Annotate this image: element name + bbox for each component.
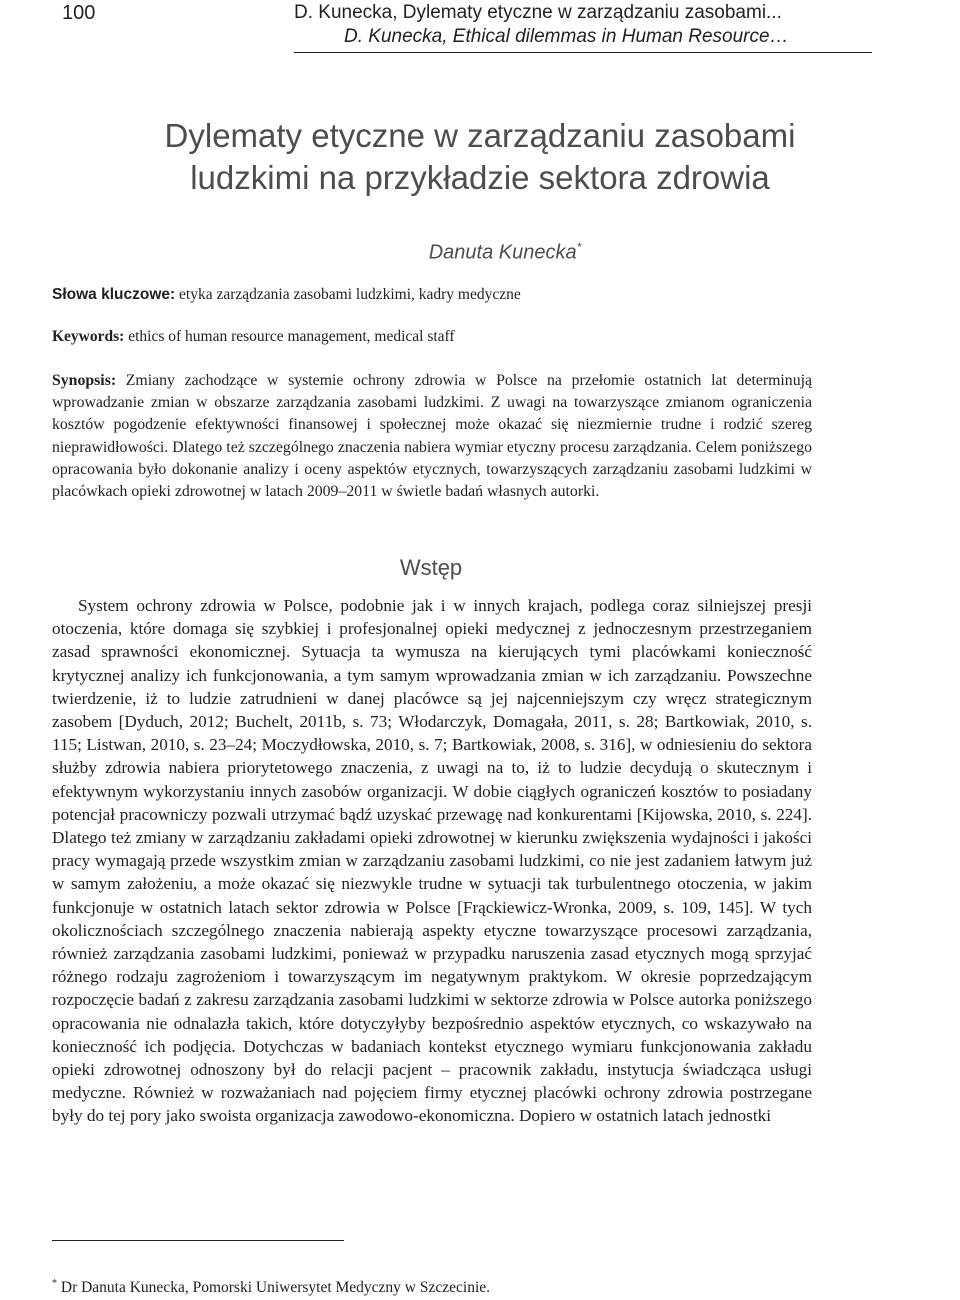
keywords-en	[52, 328, 812, 346]
author-footnote-mark: *	[576, 240, 582, 254]
author-name	[0, 240, 960, 265]
page-header	[52, 0, 822, 55]
author-name-text: Danuta Kunecka	[428, 241, 577, 264]
footnote	[52, 1278, 490, 1297]
keywords-pl-label: Słowa kluczowe:	[52, 286, 176, 303]
synopsis	[52, 370, 812, 503]
article-title-line-1: Dylematy etyczne w zarządzaniu zasobami	[164, 117, 796, 154]
page-number: 100	[62, 2, 96, 24]
keywords-en-text: ethics of human resource management, medical staff	[128, 328, 455, 345]
footnote-text: Dr Danuta Kunecka, Pomorski Uniwersytet Medyczny w Szczecinie.	[60, 1279, 491, 1297]
running-title-pl: D. Kunecka, Dylematy etyczne w zarządzaniu zasobami...	[294, 2, 782, 23]
article-title	[0, 115, 960, 199]
keywords-pl-text: etyka zarządzania zasobami ludzkimi, kadry medyczne	[179, 286, 521, 303]
keywords-en-label: Keywords:	[52, 328, 125, 345]
running-title-en: D. Kunecka, Ethical dilemmas in Human Resource…	[344, 26, 789, 47]
synopsis-label: Synopsis:	[52, 372, 117, 389]
footnote-rule	[52, 1240, 344, 1241]
synopsis-text: Zmiany zachodzące w systemie ochrony zdrowia w Polsce na przełomie ostatnich lat determinują wprowadzanie zmian w obszarze zarządzania zasobami ludzkimi. Z uwagi na towarzyszące zmianom ograniczenia kosztów pogodzenie efektywności finansowej i społecznej może okazać się niezmiernie trudne i rodzić szereg nieprawidłowości. Dlatego też szczególnego znaczenia nabiera wymiar etyczny procesu zarządzania. Celem poniższego opracowania było dokonanie analizy i oceny aspektów etycznych, towarzyszących zarządzaniu zasobami ludzkimi w placówkach opieki zdrowotnej w latach 2009–2011 w świetle badań własnych autorki.	[52, 372, 812, 501]
article-title-line-2: ludzkimi na przykładzie sektora zdrowia	[190, 159, 770, 196]
footnote-mark: *	[52, 1278, 57, 1289]
keywords-pl	[52, 286, 812, 304]
section-heading: Wstęp	[399, 555, 463, 580]
header-rule	[294, 52, 872, 53]
body-paragraph: System ochrony zdrowia w Polsce, podobnie jak i w innych krajach, podlega coraz silniejszej presji otoczenia, które domaga się szybkiej i profesjonalnej opieki medycznej z jednoczesnym przestrzeganiem zasad sprawności ekonomicznej. Sytuacja ta wymusza na kierujących tymi placówkami konieczność krytycznej analizy ich funkcjonowania, a tym samym wprowadzania zmian w ich zarządzaniu. Powszechne twierdzenie, iż to ludzie zatrudnieni w danej placówce są jej najcenniejszym czy wręcz strategicznym zasobem [Dyduch, 2012; Buchelt, 2011b, s. 73; Włodarczyk, Domagała, 2011, s. 28; Bartkowiak, 2010, s. 115; Listwan, 2010, s. 23–24; Moczydłowska, 2010, s. 7; Bartkowiak, 2008, s. 316], w odniesieniu do sektora służby zdrowia nabiera priorytetowego znaczenia, z uwagi na to, iż to ludzie decydują o skutecznym i efektywnym wykorzystaniu innych zasobów organizacji. W dobie ciągłych ograniczeń kosztów to posiadany potencjał pracowniczy pozwali utrzymać bądź uzyskać przewagę nad konkurentami [Kijowska, 2010, s. 224]. Dlatego też zmiany w zarządzaniu zakładami opieki zdrowotnej w kierunku zwiększenia wydajności i jakości pracy wymagają przede wszystkim zmian w zarządzaniu zasobami ludzkimi, co nie jest zadaniem łatwym już w samym założeniu, a może okazać się niezwykle trudne w sytuacji tak turbulentnego otoczenia, w jakim funkcjonuje w ostatnich latach sektor zdrowia w Polsce [Frąckiewicz-Wronka, 2009, s. 109, 145]. W tych okolicznościach szczególnego znaczenia nabierają aspekty etyczne towarzyszące procesowi zarządzania, również zarządzania zasobami ludzkimi, ponieważ w przypadku naruszenia zasad etycznych mogą sprzyjać różnego rodzaju zagrożeniom i towarzyszącym im negatywnym praktykom. W okresie poprzedzającym rozpoczęcie badań z zakresu zarządzania zasobami ludzkimi w sektorze zdrowia w Polsce autorka poniższego opracowania nie odnalazła takich, które dotyczyłyby bezpośrednio aspektów etycznych, co wskazywało na konieczność ich podjęcia. Dotychczas w badaniach kontekst etycznego wymiaru funkcjonowania zakładu opieki zdrowotnej odnoszony był do relacji pacjent – pracownik zakładu, instytucja świadcząca usługi medyczne. Również w rozważaniach nad pojęciem firmy etycznej placówki ochrony zdrowia postrzegane były do tej pory jako swoista organizacja zawodowo-ekonomiczna. Dopiero w ostatnich latach jednostki	[52, 596, 812, 1126]
